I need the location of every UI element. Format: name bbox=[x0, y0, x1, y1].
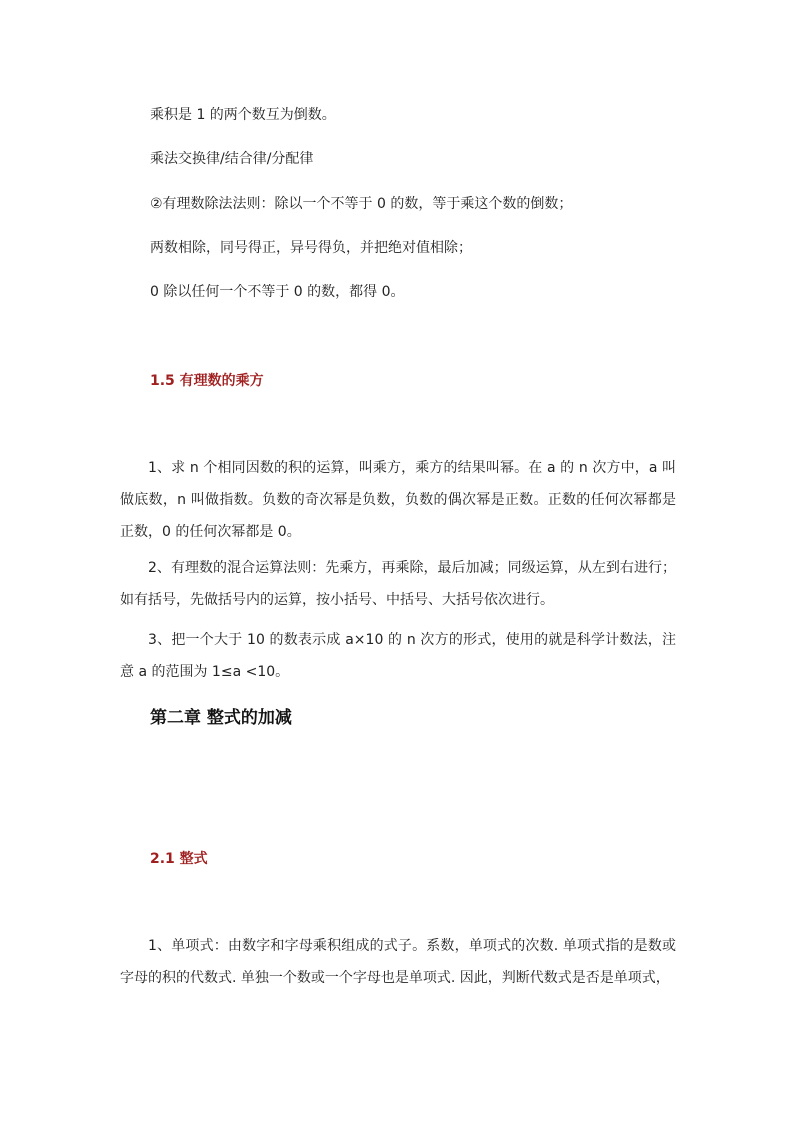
text-line-division-rule: ②有理数除法法则：除以一个不等于 0 的数，等于乘这个数的倒数； bbox=[150, 196, 573, 212]
paragraph-scientific-notation: 3、把一个大于 10 的数表示成 a×10 的 n 次方的形式，使用的就是科学计数法，注意 a 的范围为 1≤a <10。 bbox=[120, 632, 676, 680]
section-heading-2-1: 2.1 整式 bbox=[150, 851, 208, 867]
text-line-division-signs: 两数相除，同号得正，异号得负，并把绝对值相除； bbox=[150, 240, 472, 256]
text-line-multiplication-laws: 乘法交换律/结合律/分配律 bbox=[150, 151, 314, 167]
paragraph-monomial: 1、单项式：由数字和字母乘积组成的式子。系数，单项式的次数. 单项式指的是数或字母的积的代数式. 单独一个数或一个字母也是单项式. 因此，判断代数式是否是单项式， bbox=[120, 938, 676, 986]
text-line-reciprocal: 乘积是 1 的两个数互为倒数。 bbox=[150, 107, 336, 123]
paragraph-mixed-operations: 2、有理数的混合运算法则：先乘方，再乘除，最后加减；同级运算，从左到右进行；如有括号，先做括号内的运算，按小括号、中括号、大括号依次进行。 bbox=[120, 560, 676, 608]
text-line-zero-division: 0 除以任何一个不等于 0 的数，都得 0。 bbox=[150, 284, 405, 300]
chapter-heading-2: 第二章 整式的加减 bbox=[150, 708, 292, 728]
section-heading-1-5: 1.5 有理数的乘方 bbox=[150, 373, 264, 389]
paragraph-powers: 1、求 n 个相同因数的积的运算，叫乘方，乘方的结果叫幂。在 a 的 n 次方中，a 叫做底数，n 叫做指数。负数的奇次幂是负数，负数的偶次幂是正数。正数的任何次幂都是正数，0 的任何次幂都是 0。 bbox=[120, 460, 676, 540]
